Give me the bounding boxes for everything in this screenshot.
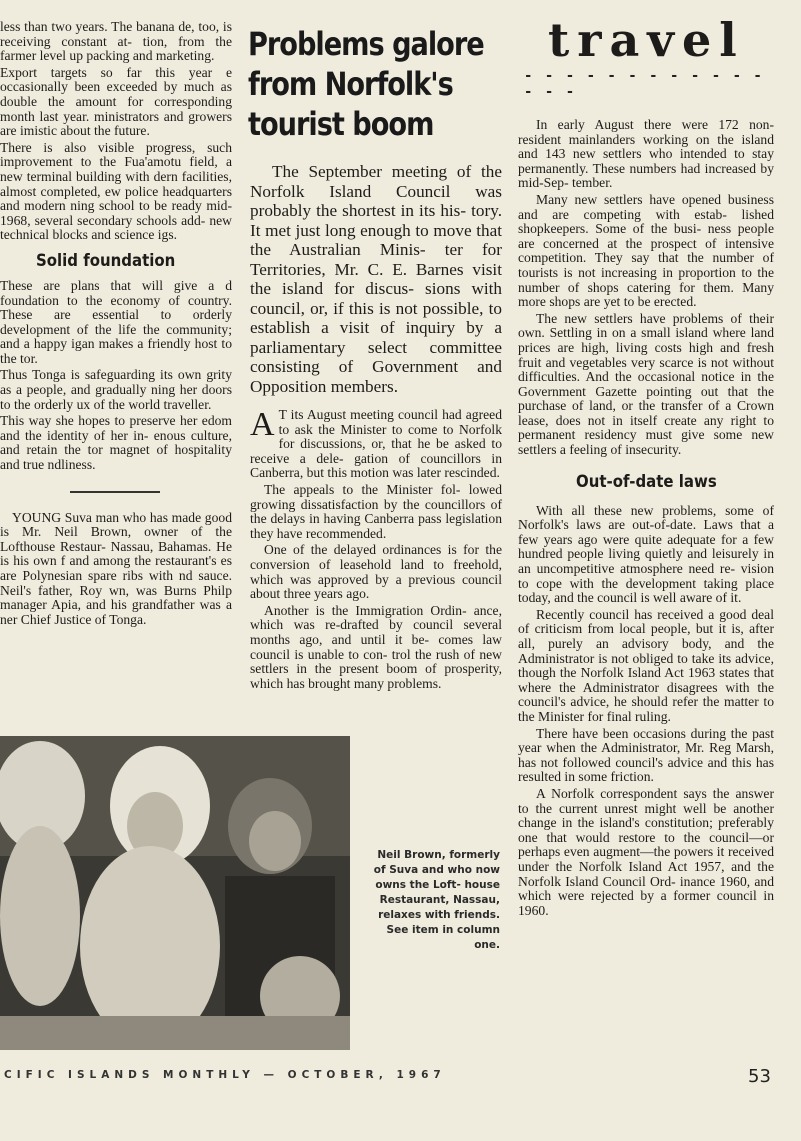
- article-paragraph: With all these new problems, some of Norfolk's laws are out-of-date. Laws that a few years ago were quite adequate for a few hundred people living quietly and leisurely in an uncompetitive atmosphere need re- vision to cope with the development taking place today, and the council is well aware of it.: [518, 502, 774, 606]
- article-paragraph: The appeals to the Minister fol- lowed growing dissatisfaction by the councillors of the delays in having Canberra pass legislation they have recommended.: [250, 481, 502, 541]
- left-paragraph: These are plans that will give a d foundation to the economy of country. These are essential to orderly development of the life the community; and a happy igan makes a friendly host to the tor.: [0, 277, 232, 366]
- article-headline: Problems galore from Norfolk's tourist boom: [248, 25, 484, 143]
- section-divider: [70, 491, 160, 493]
- article-paragraph: Many new settlers have opened business and are competing with estab- lished shopkeepers. Some of the busi- ness people are concerned at the prospect of intensive competition. They say that the number of tourists is not increasing in proportion to the number of shops catering for them. Many more shops are yet to be erected.: [518, 191, 774, 310]
- left-paragraph: This way she hopes to preserve her edom and the identity of her in- enous culture, and retain the tor magnet of hospitality and true ndliness.: [0, 413, 232, 473]
- decorative-dashes: - - - - - - - - - - - - - - -: [524, 68, 764, 100]
- photo-illustration: [0, 736, 350, 1050]
- article-paragraph: The new settlers have problems of their own. Settling in on a small island where land prices are high, living costs high and fresh fruit and vegetables very scarce is not without difficulties. And the occasional notice in the Government Gazette pointing out that the purchase of land, or the transfer of a Crown lease, does not in itself create any right to permanent residency must give some new settlers a feeling of insecurity.: [518, 310, 774, 458]
- article-paragraph: A Norfolk correspondent says the answer to the current unrest might well be another change in the island's constitution; preferably one that would restore to the council—or perhaps even augment—the powers it received under the Norfolk Island Act 1957, and the Norfolk Island Council Ord- inance 1960, and which were rejected by a former council in 1960.: [518, 785, 774, 918]
- section-title-travel: travel: [548, 13, 745, 67]
- dropcap-text: T its August meeting council had agreed to ask the Minister to come to Norfolk for discussions, or, that he be asked to receive a dele- gation of councillors in Canberra, but this motion was later rescinded.: [250, 407, 502, 481]
- article-paragraph: In early August there were 172 non-resident mainlanders working on the island and 143 new settlers who intended to stay permanently. These numbers had increased by mid-Sep- tember.: [518, 117, 774, 191]
- article-paragraph: Another is the Immigration Ordin- ance, which was re-drafted by council several months ago, and until it be- comes law council is unable to con- trol the rush of new settlers in the present boom of prosperity, which has brought many problems.: [250, 602, 502, 691]
- group-photo: [0, 736, 350, 1050]
- article-intro: The September meeting of the Norfolk Island Council was probably the shortest in its his- tory. It met just long enough to move that the Australian Minis- ter for Territories, Mr. C. E. Barnes visit the island for discus- sions with council, or, if this is not possible, to establish a visit of inquiry by a parliamentary select committee consisting of Government and Opposition members.: [250, 162, 502, 396]
- left-paragraph: Export targets so far this year e occasionally been exceeded by much as double the amount for corresponding month last year. ministrators and growers are imistic about the future.: [0, 64, 232, 139]
- right-column: [518, 0, 774, 920]
- middle-column: [246, 0, 502, 693]
- article-paragraph: Recently council has received a good deal of criticism from local people, but it is, after all, purely an advisory body, and the Administrator is not obliged to take its advice, though the Norfolk Island Act 1963 states that where the Administrator disagrees with the council's advice, he should refer the matter to the Minister for final ruling.: [518, 606, 774, 724]
- dropcap-letter: A: [250, 406, 275, 443]
- subheading-solid-foundation: Solid foundation: [36, 250, 176, 271]
- page-number: 53: [748, 1066, 771, 1087]
- photo-caption: Neil Brown, formerly of Suva and who now owns the Loft- house Restaurant, Nassau, relaxes with friends. See item in column one.: [373, 849, 500, 951]
- left-paragraph: There is also visible progress, such improvement to the Fua'amotu field, a new terminal building with dern facilities, almost completed, ew police headquarters and modern ning school to be ready mid-1968, several secondary schools add- new technical blocks and science igs.: [0, 139, 232, 243]
- left-column: [0, 20, 232, 629]
- left-paragraph: less than two years. The banana de, too, is receiving constant at- tion, from the farmer level up packing and marketing.: [0, 19, 232, 64]
- article-paragraph: One of the delayed ordinances is for the conversion of leasehold land to freehold, which was approved by a previous council about three years ago.: [250, 542, 502, 602]
- left-paragraph: Thus Tonga is safeguarding its own grity as a people, and gradually ning her doors to the orderly ux of the world traveller.: [0, 367, 232, 412]
- running-footer: CIFIC ISLANDS MONTHLY — OCTOBER, 1967: [4, 1069, 446, 1081]
- subheading-out-of-date-laws: Out-of-date laws: [576, 471, 717, 492]
- article-paragraph: There have been occasions during the past year when the Administrator, Mr. Reg Marsh, has not followed council's advice and this has resulted in some friction.: [518, 725, 774, 785]
- dropcap-paragraph: [250, 408, 502, 481]
- left-paragraph: YOUNG Suva man who has made good is Mr. Neil Brown, owner of the Lofthouse Restaur- Nassau, Bahamas. He is his own f and among the restaurant's es are Polynesian spare ribs with nd sauce. Neil's father, Roy wn, was Burns Philp manager Apia, and his grandfather was a ner Chief Justice of Tonga.: [0, 509, 232, 627]
